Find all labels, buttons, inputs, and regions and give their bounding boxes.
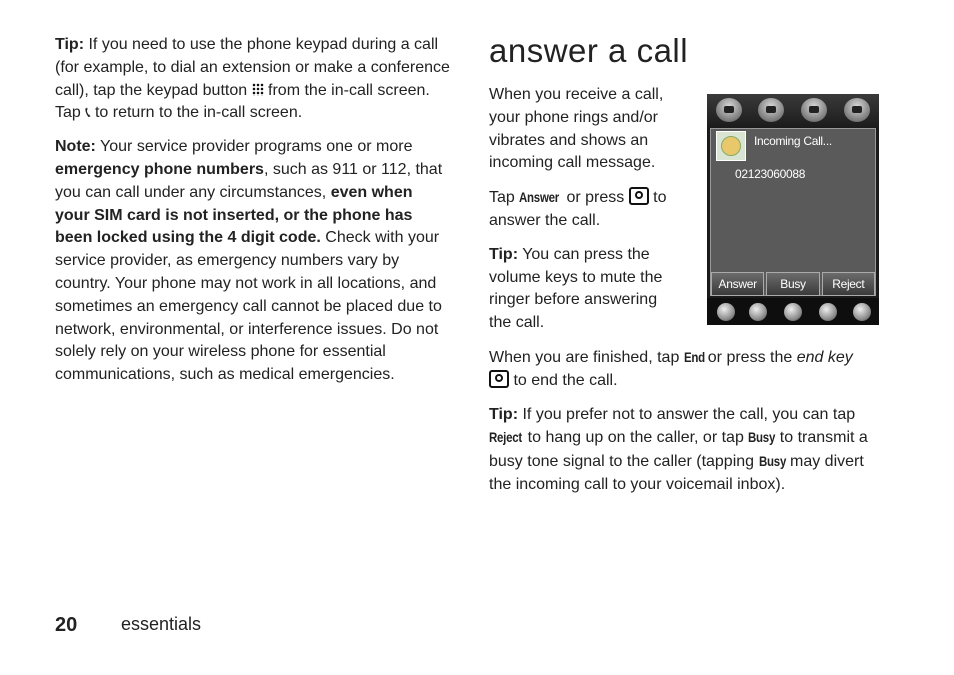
page-title: answer a call: [489, 32, 689, 69]
answer-paragraph: Tap Answer or press to answer the call.: [489, 186, 679, 233]
emergency-note: Note: Your service provider programs one or more emergency phone numbers, such as 911 or 112, that you can call under any circumstances, even when your SIM card is not inserted, or the phone has been locked using the 4 digit code. Check with your service provider, as emergency numbers vary by country. Your phone may not work in all locations, and sometimes an emergency call cannot be placed due to network, environmental, or interference issues. Do not solely rely on your wireless phone for essential communications, such as medical emergencies.: [55, 138, 443, 384]
phone-dock: [707, 298, 879, 325]
caller-avatar: [716, 131, 746, 161]
reject-tip: Tip: If you prefer not to answer the call, you can tap Reject to hang up on the caller, or tap Busy to transmit a busy tone signal to the caller (tapping Busy may divert the incoming call to your voicemail inbox).: [489, 405, 868, 493]
bluetooth-icon: [853, 303, 871, 321]
receive-paragraph: When you receive a call, your phone rings and/or vibrates and shows an incoming call message.: [489, 86, 664, 172]
volume-tip: Tip: You can press the volume keys to mute the ringer before answering the call.: [489, 245, 663, 332]
answer-button[interactable]: Answer: [711, 272, 764, 296]
note-label: Note:: [55, 138, 96, 156]
busy-button[interactable]: Busy: [766, 272, 819, 296]
phone-top-bar: [707, 94, 879, 127]
caller-number: 02123060088: [735, 167, 806, 181]
phone-handset-icon: 📞︎: [85, 104, 91, 122]
send-key-icon: [629, 187, 649, 205]
end-key-icon: [489, 370, 509, 388]
right-column-bottom: [489, 346, 884, 508]
lock-icon: [819, 303, 837, 321]
section-label: essentials: [121, 614, 202, 634]
page-number: 20: [55, 614, 78, 636]
incoming-call-label: Incoming Call...: [754, 134, 832, 148]
browser-icon: [749, 303, 767, 321]
left-column: [55, 34, 450, 398]
phone-screenshot: [707, 94, 879, 325]
contacts-icon: [758, 98, 784, 122]
keypad-tip: Tip: If you need to use the phone keypad during a call (for example, to dial an extension or make a conference call), tap the keypad button from the in-call screen. Tap 📞︎ to return to the in-call screen.: [55, 34, 450, 125]
keypad-icon: [252, 83, 264, 96]
phone-icon: [844, 98, 870, 122]
menu-icon: [716, 98, 742, 122]
right-column-top: [489, 84, 679, 346]
reject-button[interactable]: Reject: [822, 272, 875, 296]
tip-label: Tip:: [55, 36, 85, 53]
end-paragraph: When you are finished, tap End or press the end key to end the call.: [489, 346, 884, 393]
settings-icon: [717, 303, 735, 321]
media-icon: [784, 303, 802, 321]
messages-icon: [801, 98, 827, 122]
answer-key-label: Answer: [519, 189, 560, 206]
call-buttons: [711, 272, 875, 296]
end-key-label: End: [683, 349, 705, 365]
